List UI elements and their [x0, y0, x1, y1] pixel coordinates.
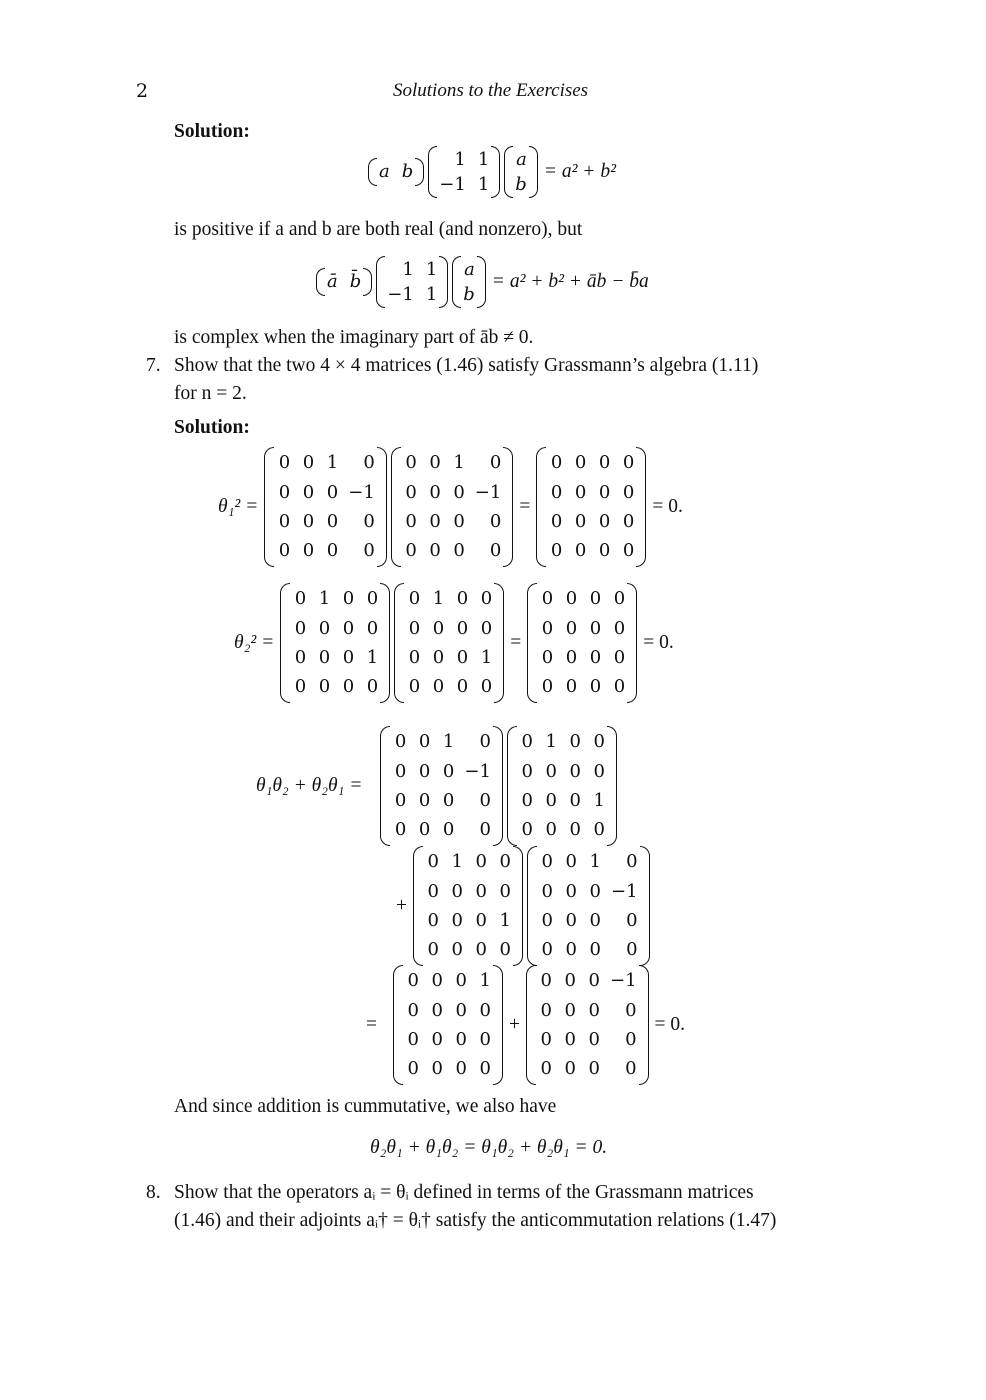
- matrix-4x4: [536, 447, 646, 567]
- matrix-4x4: [391, 447, 514, 567]
- matrix-entry: 0: [593, 760, 605, 782]
- matrix-entry: 0: [318, 647, 331, 668]
- matrix-4x4: [527, 583, 637, 703]
- matrix-entry: −1: [474, 481, 502, 503]
- matrix-entry: 0: [479, 999, 491, 1021]
- matrix-4x4: [264, 447, 387, 567]
- right-bracket: [415, 158, 424, 185]
- matrix-entry: 0: [593, 819, 605, 841]
- anticommutator-row-1: [252, 731, 619, 841]
- exercise-text-line: Show that the two 4 × 4 matrices (1.46) satisfy Grassmann’s algebra (1.11): [174, 355, 759, 376]
- matrix-entry: 0: [342, 647, 355, 668]
- matrix-entry: 0: [569, 819, 581, 841]
- exercise-text-line: (1.46) and their adjoints aᵢ† = θᵢ† satisfy the anticommutation relations (1.47): [174, 1210, 777, 1231]
- matrix-entry: 0: [302, 481, 315, 503]
- matrix-entry: 1: [366, 647, 379, 668]
- left-bracket: [526, 965, 536, 1085]
- matrix-4x4: [380, 726, 503, 846]
- matrix-entry: 0: [278, 481, 291, 503]
- equation-lhs: θ₂² =: [234, 632, 275, 654]
- anticommutator-row-2: [392, 851, 652, 961]
- matrix-entry: a: [379, 161, 390, 183]
- matrix-entry: 1: [499, 910, 511, 931]
- matrix-entry: 1: [451, 851, 463, 873]
- matrix-4x4: [526, 965, 649, 1085]
- matrix-entry: 0: [451, 880, 463, 902]
- matrix-entry: 0: [408, 617, 421, 639]
- matrix-entry: 0: [480, 588, 493, 610]
- matrix-entry: 0: [405, 540, 417, 562]
- matrix-entry: 1: [477, 174, 490, 195]
- matrix-entry: 0: [565, 939, 577, 961]
- matrix-entry: 0: [569, 790, 581, 811]
- right-bracket: [439, 256, 448, 309]
- plus-sign: +: [509, 1014, 520, 1036]
- matrix-entry: 0: [479, 731, 491, 753]
- matrix-entry: 0: [541, 647, 554, 668]
- matrix-entry: 0: [453, 481, 465, 503]
- matrix-entry: 0: [521, 819, 533, 841]
- matrix-entry: 0: [489, 511, 502, 532]
- paragraph: And since addition is cummutative, we also have: [174, 1096, 557, 1117]
- matrix-entry: 0: [521, 760, 533, 782]
- right-bracket: [477, 256, 486, 309]
- paragraph: is positive if a and b are both real (and nonzero), but: [174, 219, 583, 240]
- matrix-entry: 0: [405, 481, 417, 503]
- matrix-entry: 1: [326, 452, 339, 474]
- equation-rhs: = a² + b²: [543, 161, 616, 183]
- matrix-entry: −1: [610, 970, 637, 992]
- matrix-entry: 0: [588, 1029, 600, 1050]
- matrix-entry: 0: [475, 880, 487, 902]
- matrix-entry: 0: [565, 910, 577, 931]
- item-number: 8.: [146, 1182, 161, 1203]
- matrix-entry: 0: [394, 819, 407, 841]
- equals-sign: =: [519, 496, 531, 518]
- matrix-entry: 1: [432, 588, 445, 610]
- matrix-entry: 0: [479, 1029, 491, 1050]
- matrix-entry: 0: [429, 540, 441, 562]
- matrix-entry: 0: [408, 647, 421, 668]
- matrix-entry: −1: [348, 481, 375, 503]
- left-bracket: [368, 158, 377, 185]
- matrix-entry: 0: [540, 970, 552, 992]
- matrix-4x4: [393, 965, 503, 1085]
- matrix-entry: 0: [499, 939, 511, 961]
- matrix-entry: 0: [541, 617, 554, 639]
- left-bracket: [376, 256, 385, 309]
- right-bracket: [607, 726, 617, 846]
- matrix-entry: ā: [327, 271, 338, 293]
- matrix-entry: 0: [564, 1058, 576, 1080]
- matrix-entry: 0: [613, 647, 626, 668]
- matrix-entry: 0: [589, 617, 602, 639]
- matrix-entry: 0: [588, 970, 600, 992]
- matrix-entry: 1: [402, 258, 414, 280]
- matrix-entry: −1: [387, 284, 414, 305]
- matrix-entry: 1: [442, 731, 455, 753]
- matrix-entry: 0: [625, 999, 637, 1021]
- theta1-squared-equation: [214, 452, 687, 562]
- matrix-entry: 0: [394, 760, 407, 782]
- matrix-entry: 0: [294, 617, 307, 639]
- matrix-4x4: [280, 583, 390, 703]
- matrix-entry: 0: [565, 880, 577, 902]
- matrix-entry: b: [463, 284, 475, 305]
- matrix-entry: 1: [589, 851, 601, 873]
- matrix-entry: 0: [545, 790, 557, 811]
- equation-lhs: θ₁² =: [218, 496, 259, 518]
- matrix-entry: 0: [418, 760, 431, 782]
- matrix-entry: 0: [565, 676, 578, 698]
- left-bracket: [391, 447, 401, 567]
- left-bracket: [393, 965, 403, 1085]
- right-bracket: [363, 268, 372, 295]
- matrix-entry: 0: [613, 617, 626, 639]
- matrix-entry: 0: [407, 970, 419, 992]
- column-vector: [452, 256, 486, 309]
- matrix-entry: 0: [550, 540, 563, 562]
- matrix-entry: 0: [363, 511, 375, 532]
- matrix-entry: 0: [550, 511, 563, 532]
- matrix-4x4: [394, 583, 504, 703]
- matrix-entry: 0: [451, 910, 463, 931]
- matrix-entry: 0: [418, 731, 431, 753]
- matrix-entry: 0: [366, 617, 379, 639]
- page-number: 2: [136, 80, 149, 102]
- plus-sign: +: [396, 895, 407, 917]
- matrix-entry: 0: [598, 452, 611, 474]
- matrix-entry: 0: [564, 970, 576, 992]
- matrix-entry: 0: [480, 617, 493, 639]
- matrix-entry: 0: [342, 588, 355, 610]
- matrix-entry: 1: [454, 148, 466, 170]
- matrix-entry: 0: [442, 819, 455, 841]
- row-vector: [316, 268, 372, 295]
- matrix-entry: 0: [499, 880, 511, 902]
- matrix-entry: 0: [405, 452, 417, 474]
- matrix-entry: 0: [541, 676, 554, 698]
- matrix-entry: 0: [565, 588, 578, 610]
- matrix-entry: 0: [432, 647, 445, 668]
- left-bracket: [413, 846, 423, 966]
- matrix-entry: 0: [613, 588, 626, 610]
- matrix-entry: 0: [588, 999, 600, 1021]
- right-bracket: [639, 965, 649, 1085]
- matrix-entry: 1: [318, 588, 331, 610]
- matrix-entry: 0: [418, 819, 431, 841]
- matrix-entry: 0: [479, 790, 491, 811]
- matrix-entry: 0: [342, 617, 355, 639]
- solution-label: Solution:: [174, 417, 250, 438]
- matrix-entry: 0: [475, 910, 487, 931]
- matrix-entry: 0: [294, 588, 307, 610]
- equals-sign: =: [510, 632, 522, 654]
- equals-sign: =: [366, 1014, 377, 1036]
- matrix-entry: 0: [294, 676, 307, 698]
- solution-label: Solution:: [174, 121, 250, 142]
- matrix-2x2: [428, 146, 500, 199]
- matrix-4x4: [413, 846, 523, 966]
- matrix-entry: 0: [588, 1058, 600, 1080]
- matrix-entry: 0: [456, 588, 469, 610]
- matrix-entry: 0: [451, 939, 463, 961]
- matrix-entry: 0: [431, 999, 443, 1021]
- matrix-entry: 0: [427, 880, 439, 902]
- item-number: 7.: [146, 355, 161, 376]
- matrix-entry: 0: [622, 511, 635, 532]
- matrix-entry: 0: [455, 1029, 467, 1050]
- matrix-entry: 0: [475, 939, 487, 961]
- right-bracket: [636, 447, 646, 567]
- matrix-entry: 0: [622, 481, 635, 503]
- matrix-entry: 0: [442, 790, 455, 811]
- left-bracket: [380, 726, 390, 846]
- matrix-entry: 0: [489, 540, 502, 562]
- matrix-entry: 0: [589, 910, 601, 931]
- matrix-entry: a: [464, 258, 475, 280]
- matrix-entry: 0: [455, 970, 467, 992]
- matrix-entry: 0: [564, 999, 576, 1021]
- right-bracket: [529, 146, 538, 199]
- matrix-entry: 0: [278, 540, 291, 562]
- matrix-entry: 1: [453, 452, 465, 474]
- matrix-entry: 1: [425, 284, 438, 305]
- right-bracket: [380, 583, 390, 703]
- matrix-entry: 0: [407, 999, 419, 1021]
- matrix-entry: 0: [545, 819, 557, 841]
- right-bracket: [491, 146, 500, 199]
- matrix-entry: 0: [432, 617, 445, 639]
- matrix-entry: 0: [429, 452, 441, 474]
- matrix-entry: 0: [431, 970, 443, 992]
- equation-rhs: = 0.: [643, 632, 674, 654]
- matrix-entry: 0: [394, 790, 407, 811]
- matrix-entry: 0: [431, 1029, 443, 1050]
- matrix-entry: 0: [574, 511, 587, 532]
- matrix-entry: 0: [394, 731, 407, 753]
- matrix-4x4: [507, 726, 617, 846]
- left-bracket: [280, 583, 290, 703]
- matrix-entry: 0: [489, 452, 502, 474]
- matrix-entry: 0: [342, 676, 355, 698]
- paragraph: is complex when the imaginary part of āb ≠ 0.: [174, 327, 534, 348]
- matrix-entry: 0: [565, 647, 578, 668]
- matrix-entry: 0: [442, 760, 455, 782]
- matrix-entry: 0: [540, 999, 552, 1021]
- matrix-entry: 0: [521, 790, 533, 811]
- left-bracket: [452, 256, 461, 309]
- matrix-entry: 0: [363, 452, 375, 474]
- matrix-entry: 0: [622, 540, 635, 562]
- equation-1: [366, 148, 620, 196]
- matrix-entry: 0: [593, 731, 605, 753]
- matrix-entry: 0: [541, 880, 553, 902]
- right-bracket: [494, 583, 504, 703]
- matrix-entry: 0: [431, 1058, 443, 1080]
- right-bracket: [377, 447, 387, 567]
- matrix-entry: 0: [429, 511, 441, 532]
- matrix-entry: 0: [550, 452, 563, 474]
- matrix-entry: 0: [626, 939, 638, 961]
- matrix-entry: 0: [418, 790, 431, 811]
- matrix-entry: 0: [569, 731, 581, 753]
- matrix-entry: 0: [302, 540, 315, 562]
- matrix-entry: 1: [425, 258, 438, 280]
- theta2-squared-equation: [230, 588, 678, 698]
- left-bracket: [507, 726, 517, 846]
- matrix-entry: 0: [550, 481, 563, 503]
- left-bracket: [527, 583, 537, 703]
- matrix-entry: 0: [326, 481, 339, 503]
- exercise-text-line: for n = 2.: [174, 383, 247, 404]
- final-equation: θ₂θ₁ + θ₁θ₂ = θ₁θ₂ + θ₂θ₁ = 0.: [370, 1137, 608, 1158]
- left-bracket: [394, 583, 404, 703]
- matrix-entry: 0: [598, 481, 611, 503]
- matrix-entry: 0: [455, 999, 467, 1021]
- matrix-entry: 0: [540, 1058, 552, 1080]
- matrix-entry: 0: [565, 617, 578, 639]
- matrix-entry: 0: [326, 511, 339, 532]
- matrix-entry: 0: [456, 617, 469, 639]
- matrix-entry: b: [401, 161, 414, 183]
- right-bracket: [503, 447, 513, 567]
- matrix-entry: b: [515, 174, 527, 195]
- left-bracket: [536, 447, 546, 567]
- matrix-entry: 0: [589, 647, 602, 668]
- matrix-entry: 0: [569, 760, 581, 782]
- matrix-entry: 0: [427, 851, 439, 873]
- matrix-entry: 1: [545, 731, 557, 753]
- matrix-entry: 0: [589, 588, 602, 610]
- matrix-entry: 0: [408, 676, 421, 698]
- matrix-entry: 0: [427, 910, 439, 931]
- right-bracket: [640, 846, 650, 966]
- matrix-entry: 0: [598, 511, 611, 532]
- matrix-4x4: [527, 846, 650, 966]
- matrix-entry: 0: [366, 676, 379, 698]
- matrix-entry: 0: [625, 1029, 637, 1050]
- matrix-entry: 0: [541, 588, 554, 610]
- matrix-entry: 0: [453, 511, 465, 532]
- row-vector: [368, 158, 424, 185]
- right-bracket: [493, 965, 503, 1085]
- matrix-entry: 0: [278, 452, 291, 474]
- left-bracket: [504, 146, 513, 199]
- matrix-entry: 0: [326, 540, 339, 562]
- matrix-entry: 0: [574, 540, 587, 562]
- equation-rhs: = a² + b² + āb − b̄a: [491, 271, 649, 293]
- matrix-entry: 0: [405, 511, 417, 532]
- matrix-entry: 0: [565, 851, 577, 873]
- matrix-entry: 0: [521, 731, 533, 753]
- equation-rhs: = 0.: [654, 1014, 686, 1036]
- matrix-entry: 0: [318, 676, 331, 698]
- matrix-entry: 0: [574, 452, 587, 474]
- right-bracket: [513, 846, 523, 966]
- left-bracket: [264, 447, 274, 567]
- matrix-entry: 0: [302, 452, 315, 474]
- matrix-2x2: [376, 256, 448, 309]
- matrix-entry: 0: [475, 851, 487, 873]
- matrix-entry: 0: [626, 910, 638, 931]
- matrix-entry: −1: [464, 760, 491, 782]
- exercise-text-line: Show that the operators aᵢ = θᵢ defined in terms of the Grassmann matrices: [174, 1182, 754, 1203]
- right-bracket: [627, 583, 637, 703]
- matrix-entry: 0: [278, 511, 291, 532]
- matrix-entry: 0: [456, 647, 469, 668]
- matrix-entry: 0: [622, 452, 635, 474]
- matrix-entry: 0: [408, 588, 421, 610]
- matrix-entry: 0: [541, 910, 553, 931]
- matrix-entry: 0: [432, 676, 445, 698]
- matrix-entry: 1: [477, 148, 490, 170]
- matrix-entry: 0: [294, 647, 307, 668]
- matrix-entry: 0: [407, 1058, 419, 1080]
- matrix-entry: 0: [545, 760, 557, 782]
- matrix-entry: 0: [540, 1029, 552, 1050]
- matrix-entry: 0: [318, 617, 331, 639]
- matrix-entry: −1: [611, 880, 638, 902]
- equation-2: [314, 258, 653, 306]
- matrix-entry: 0: [453, 540, 465, 562]
- matrix-entry: 0: [564, 1029, 576, 1050]
- left-bracket: [316, 268, 325, 295]
- column-vector: [504, 146, 538, 199]
- matrix-entry: 0: [613, 676, 626, 698]
- equation-rhs: = 0.: [652, 496, 683, 518]
- matrix-entry: 1: [480, 647, 493, 668]
- matrix-entry: 0: [541, 939, 553, 961]
- matrix-entry: 0: [480, 676, 493, 698]
- matrix-entry: 1: [479, 970, 491, 992]
- matrix-entry: 0: [625, 1058, 637, 1080]
- anticommutator-row-3: [362, 970, 689, 1080]
- matrix-entry: 0: [455, 1058, 467, 1080]
- matrix-entry: 0: [302, 511, 315, 532]
- matrix-entry: 1: [593, 790, 605, 811]
- matrix-entry: 0: [429, 481, 441, 503]
- matrix-entry: 0: [589, 880, 601, 902]
- running-title: Solutions to the Exercises: [393, 80, 589, 101]
- matrix-entry: 0: [479, 1058, 491, 1080]
- matrix-entry: 0: [456, 676, 469, 698]
- left-bracket: [428, 146, 437, 199]
- matrix-entry: 0: [574, 481, 587, 503]
- matrix-entry: 0: [499, 851, 511, 873]
- matrix-entry: 0: [427, 939, 439, 961]
- matrix-entry: 0: [589, 676, 602, 698]
- matrix-entry: −1: [439, 174, 466, 195]
- matrix-entry: a: [516, 148, 527, 170]
- matrix-entry: 0: [363, 540, 375, 562]
- matrix-entry: 0: [407, 1029, 419, 1050]
- matrix-entry: 0: [541, 851, 553, 873]
- matrix-entry: 0: [626, 851, 638, 873]
- left-bracket: [527, 846, 537, 966]
- equation-lhs: θ₁θ₂ + θ₂θ₁ =: [256, 775, 363, 797]
- matrix-entry: 0: [598, 540, 611, 562]
- matrix-entry: 0: [366, 588, 379, 610]
- matrix-entry: b̄: [349, 271, 362, 293]
- right-bracket: [493, 726, 503, 846]
- matrix-entry: 0: [589, 939, 601, 961]
- matrix-entry: 0: [479, 819, 491, 841]
